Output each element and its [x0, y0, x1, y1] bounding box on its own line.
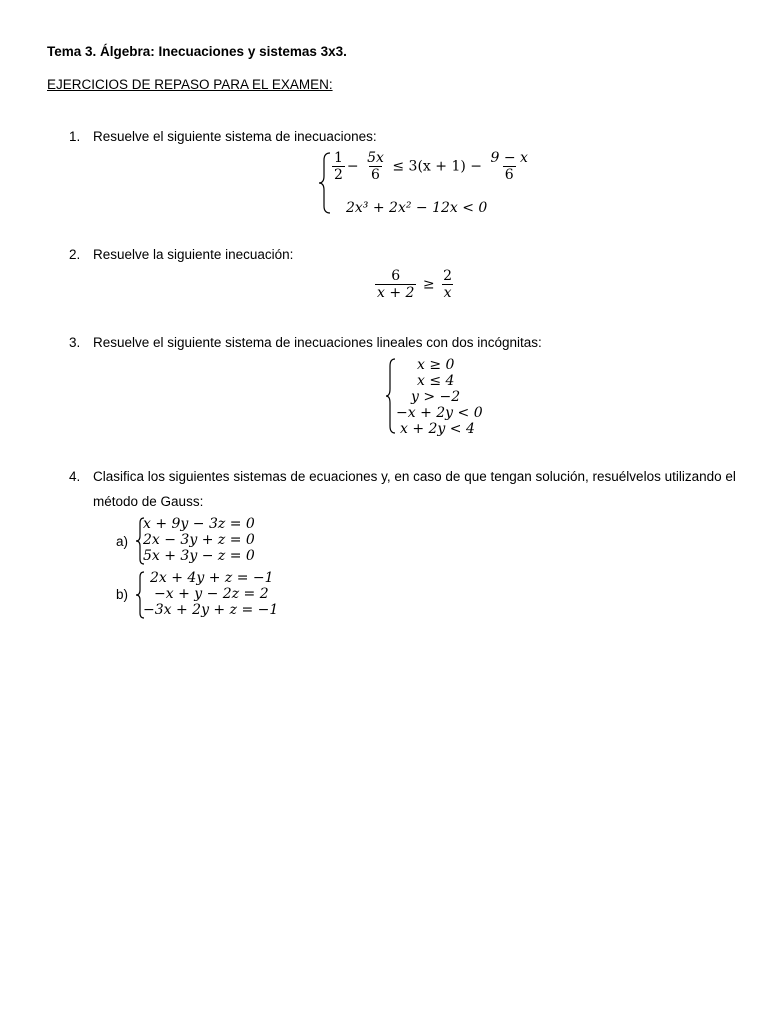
inequality-middle: ≤ 3(x + 1) −	[392, 158, 483, 175]
system-b-equation-2: −x + y − 2z = 2	[154, 586, 269, 602]
system-a-equation-2: 2x − 3y + z = 0	[143, 532, 255, 548]
fraction-denominator: 2	[334, 167, 343, 184]
system-b-equation-3: −3x + 2y + z = −1	[143, 602, 279, 618]
fraction-denominator: 6	[504, 167, 514, 184]
exercise-3-line-2: x ≤ 4	[417, 373, 455, 389]
system-a-equation-1: x + 9y − 3z = 0	[143, 516, 255, 532]
system-b-label: b)	[116, 587, 129, 602]
exercise-4-number: 4.	[69, 469, 81, 484]
system-b-equation-1: 2x + 4y + z = −1	[150, 570, 274, 586]
exercise-1-inequality-2: 2x³ + 2x² − 12x < 0	[346, 200, 488, 216]
exercise-3-line-3: y > −2	[411, 389, 461, 405]
fraction-denominator: 6	[371, 167, 380, 184]
fraction-denominator: x + 2	[377, 285, 415, 302]
exercise-2-inequality	[373, 268, 456, 301]
system-a-label: a)	[116, 534, 129, 549]
exercise-1-number: 1.	[69, 129, 81, 144]
exercise-1-statement: Resuelve el siguiente sistema de inecuaciones:	[93, 129, 377, 144]
fraction-numerator: 2	[443, 268, 452, 284]
exercise-3-line-1: x ≥ 0	[417, 357, 455, 373]
left-brace-icon	[385, 358, 397, 434]
exercise-3-line-4: −x + 2y < 0	[396, 405, 483, 421]
page-subtitle: EJERCICIOS DE REPASO PARA EL EXAMEN:	[47, 77, 333, 92]
fraction-numerator: 5x	[367, 150, 384, 166]
exercise-3-statement: Resuelve el siguiente sistema de inecuaciones lineales con dos incógnitas:	[93, 335, 542, 350]
page-title: Tema 3. Álgebra: Inecuaciones y sistemas 3x3.	[47, 44, 347, 59]
exercise-1-inequality-1	[330, 150, 532, 183]
exercise-4-statement-line-2: método de Gauss:	[93, 494, 204, 509]
exercise-3-number: 3.	[69, 335, 81, 350]
exercise-2-number: 2.	[69, 247, 81, 262]
fraction-denominator: x	[443, 285, 452, 302]
exercise-4-statement-line-1: Clasifica los siguientes sistemas de ecuaciones y, en caso de que tengan solución, resuélvelos utilizando el	[93, 469, 736, 484]
fraction-numerator: 6	[391, 268, 401, 284]
fraction-numerator: 1	[334, 150, 343, 166]
inequality-operator: ≥	[422, 276, 435, 293]
system-a-equation-3: 5x + 3y − z = 0	[143, 548, 255, 564]
minus-sign: −	[346, 158, 359, 175]
exercise-3-line-5: x + 2y < 4	[400, 421, 475, 437]
exercise-2-statement: Resuelve la siguiente inecuación:	[93, 247, 294, 262]
fraction-numerator: 9 − x	[490, 150, 528, 166]
